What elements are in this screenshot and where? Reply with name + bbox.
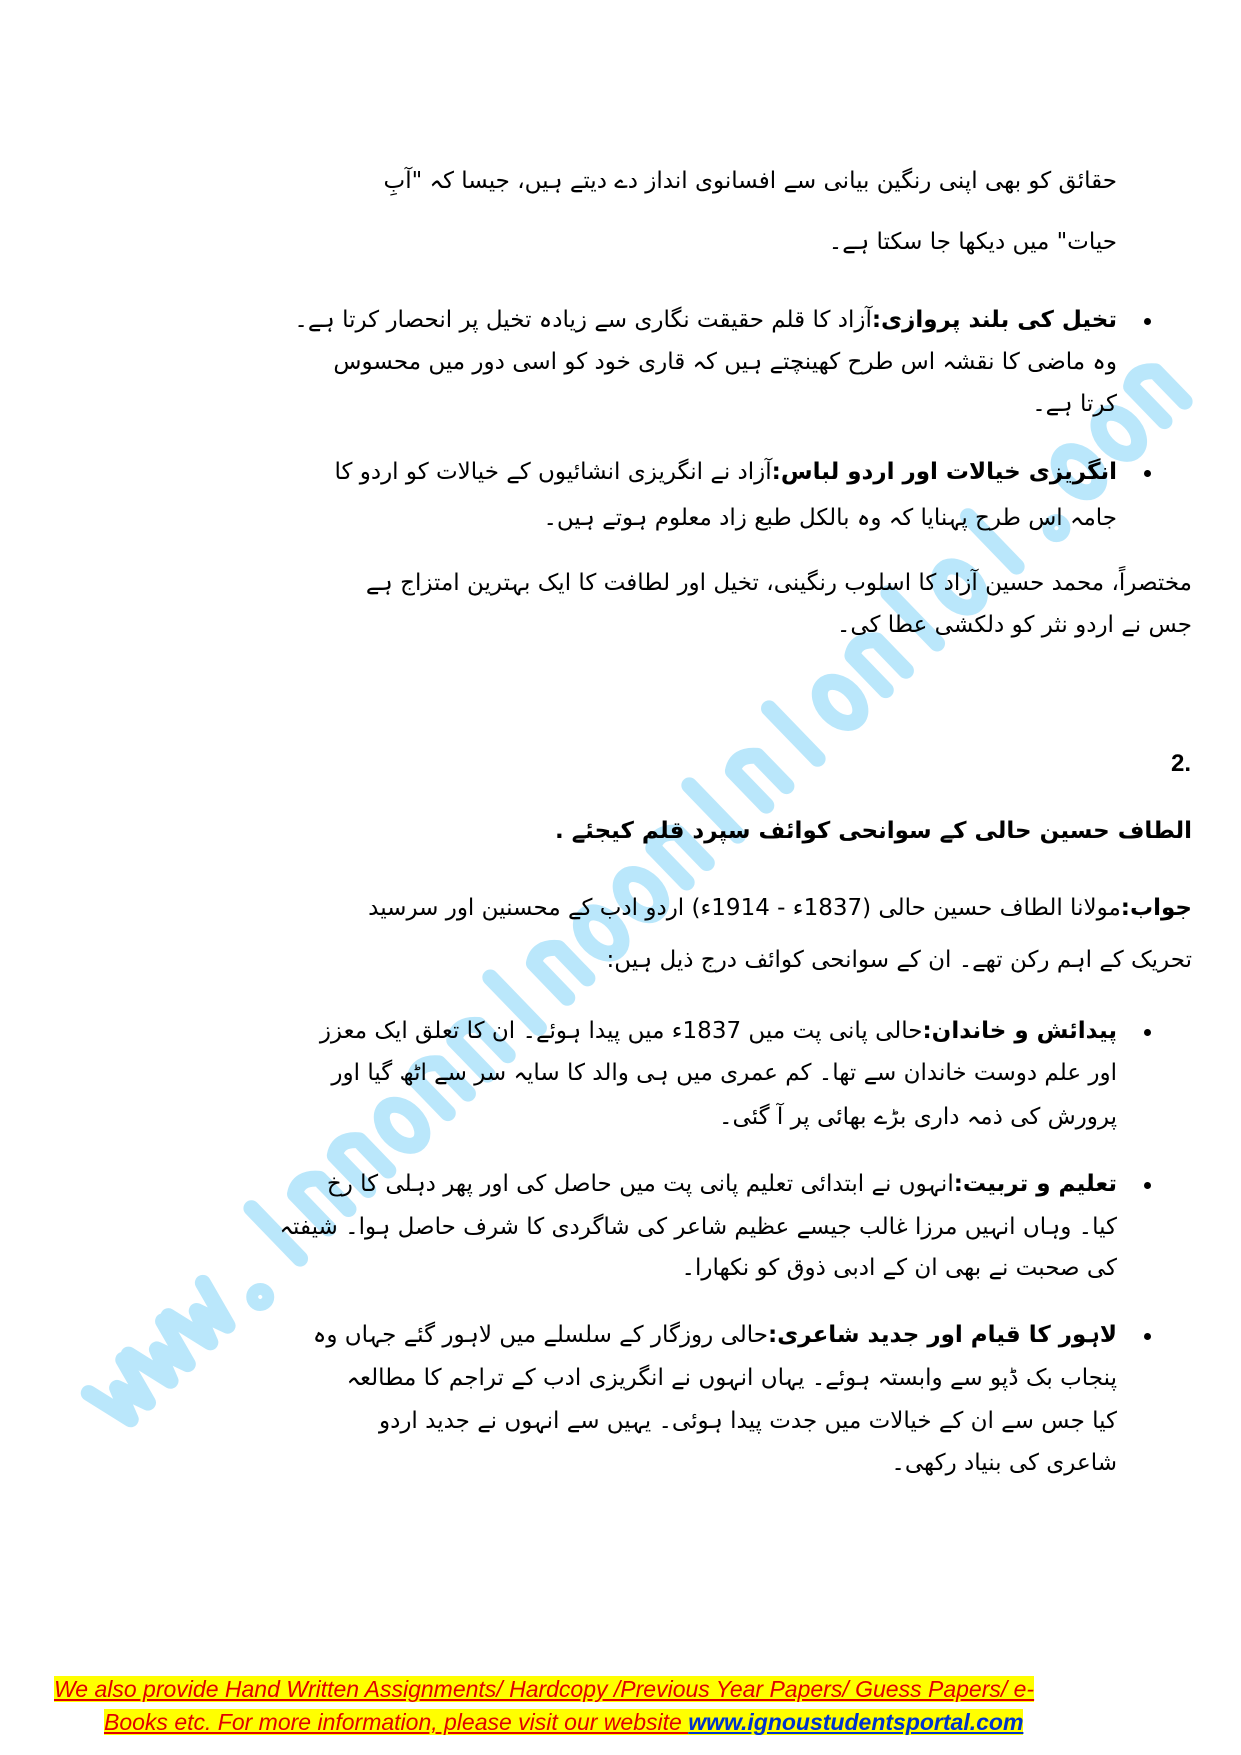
watermark-stroke xyxy=(1128,364,1184,421)
bullet-icon xyxy=(1144,1333,1151,1340)
bullet-line xyxy=(313,1320,1117,1350)
watermark-stroke xyxy=(812,674,868,731)
summary-line: جس نے اردو نثر کو دلکشی عطا کی۔ xyxy=(836,612,1192,638)
question-heading: الطاف حسین حالی کے سوانحی کوائف سپرد قلم کیجئے . xyxy=(554,818,1192,844)
bullet-text: انہوں نے ابتدائی تعلیم پانی پت میں حاصل کی اور پھر دہلی کا رخ xyxy=(326,1171,954,1197)
answer-label: جواب: xyxy=(1120,895,1192,921)
footer-line-2 xyxy=(104,1707,1023,1737)
answer-text: مولانا الطاف حسین حالی (1837ء - 1914ء) اردو ادب کے محسنین اور سرسید xyxy=(368,895,1121,921)
intro-line: حیات" میں دیکھا جا سکتا ہے۔ xyxy=(828,229,1117,255)
watermark-stroke xyxy=(850,633,906,690)
watermark-stroke xyxy=(730,749,786,806)
watermark-stroke xyxy=(531,941,587,998)
footer-line-1 xyxy=(54,1674,1034,1704)
footer-promo-text: We also provide Hand Written Assignments/ Hardcopy /Previous Year Papers/ Guess Papers/ e- xyxy=(54,1676,1035,1702)
bullet-line: کیا جس سے ان کے خیالات میں جدت پیدا ہوئی۔ یہیں سے انہوں نے جدید اردو xyxy=(378,1408,1117,1434)
bullet-title: لاہور کا قیام اور جدید شاعری: xyxy=(767,1322,1117,1348)
bullet-line: کی صحبت نے بھی ان کے ادبی ذوق کو نکھارا۔ xyxy=(681,1255,1117,1281)
bullet-text: حالی روزگار کے سلسلے میں لاہور گئے جہاں وہ xyxy=(312,1322,768,1348)
summary-line: مختصراً، محمد حسین آزاد کا اسلوب رنگینی، تخیل اور لطافت کا ایک بہترین امتزاج ہے xyxy=(365,570,1192,596)
bullet-icon xyxy=(1144,470,1151,477)
bullet-line xyxy=(294,305,1117,335)
bullet-text: آزاد کا قلم حقیقت نگاری سے زیادہ تخیل پر انحصار کرتا ہے۔ xyxy=(294,307,872,333)
bullet-title: تعلیم و تربیت: xyxy=(953,1171,1117,1197)
bullet-icon xyxy=(1144,1029,1151,1036)
bullet-line: کیا۔ وہاں انہیں مرزا غالب جیسے عظیم شاعر کی شاگردی کا شرف حاصل ہوا۔ شیفتہ xyxy=(279,1214,1117,1240)
bullet-line xyxy=(320,1016,1117,1046)
answer-line: تحریک کے اہم رکن تھے۔ ان کے سوانحی کوائف درج ذیل ہیں: xyxy=(606,947,1192,973)
bullet-line: شاعری کی بنیاد رکھی۔ xyxy=(891,1450,1117,1476)
bullet-text: آزاد نے انگریزی انشائیوں کے خیالات کو اردو کا xyxy=(334,459,772,485)
watermark-stroke xyxy=(769,708,818,758)
watermark-stroke xyxy=(129,1321,197,1389)
bullet-line: اور علم دوست خاندان سے تھا۔ کم عمری میں ہی والد کا سایہ سر سے اٹھ گیا اور xyxy=(331,1060,1117,1086)
bullet-icon xyxy=(1144,318,1151,325)
bullet-line: وہ ماضی کا نقشہ اس طرح کھینچتے ہیں کہ قاری خود کو اسی دور میں محسوس xyxy=(333,349,1117,375)
answer-line xyxy=(368,893,1192,923)
footer-info-text: Books etc. For more information, please visit our website xyxy=(104,1709,689,1735)
bullet-text: حالی پانی پت میں 1837ء میں پیدا ہوئے۔ ان کا تعلق ایک معزز xyxy=(319,1018,923,1044)
bullet-icon xyxy=(1144,1182,1151,1189)
bullet-line: پنجاب بک ڈپو سے وابستہ ہوئے۔ یہاں انہوں نے انگریزی ادب کے تراجم کا مطالعہ xyxy=(346,1365,1117,1391)
website-link[interactable]: www.ignoustudentsportal.com xyxy=(688,1709,1024,1735)
bullet-line: پرورش کی ذمہ داری بڑے بھائی پر آ گئی۔ xyxy=(719,1104,1117,1130)
bullet-line: جامہ اس طرح پہنایا کہ وہ بالکل طبع زاد معلوم ہوتے ہیں۔ xyxy=(543,505,1117,531)
watermark-stroke xyxy=(168,1283,236,1351)
bullet-title: تخیل کی بلند پروازی: xyxy=(871,307,1117,333)
watermark-stroke xyxy=(252,1288,269,1305)
bullet-line xyxy=(327,1169,1117,1199)
watermark-stroke xyxy=(89,1360,157,1428)
bullet-title: پیدائش و خاندان: xyxy=(922,1018,1117,1044)
bullet-line: کرتا ہے۔ xyxy=(1032,391,1117,417)
question-number: 2. xyxy=(1170,750,1191,777)
watermark-stroke xyxy=(374,1097,430,1154)
bullet-line xyxy=(334,457,1117,487)
intro-line: حقائق کو بھی اپنی رنگین بیانی سے افسانوی انداز دے دیتے ہیں، جیسا کہ "آبِ xyxy=(383,168,1117,194)
bullet-title: انگریزی خیالات اور اردو لباس: xyxy=(771,459,1117,485)
